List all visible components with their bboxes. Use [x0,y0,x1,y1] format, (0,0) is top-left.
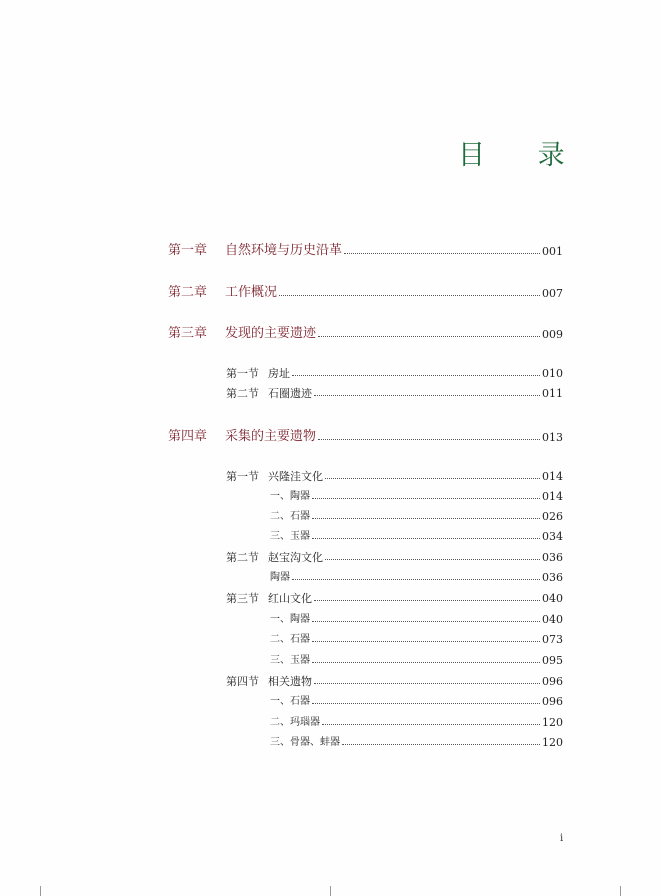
page-number: 011 [542,387,563,400]
chapter-number: 第四章 [168,429,208,444]
section-title: 石圈遗迹 [268,387,312,400]
item-title: 二、玛瑙器 [270,717,320,728]
toc-item[interactable] [270,696,563,707]
section-title: 红山文化 [268,592,312,605]
chapter-title: 采集的主要遗物 [225,429,317,444]
chapter-title: 发现的主要遗迹 [225,326,317,341]
page-number: 096 [542,695,563,708]
page-number: 014 [542,490,563,503]
item-title: 二、石器 [270,634,310,645]
section-number: 第二节 [226,551,259,564]
toc-item[interactable] [270,655,563,666]
dot-leader [314,683,540,684]
toc-chapter-2[interactable] [168,286,563,299]
section-number: 第二节 [226,387,259,400]
dot-leader [318,336,540,337]
toc-item[interactable] [270,531,563,542]
section-title: 相关遗物 [268,675,312,688]
page-number: 010 [542,367,563,380]
folio-page-number: i [560,833,564,844]
page-title: 目 录 [458,140,587,171]
page-number: 120 [542,716,563,729]
dot-leader [312,538,540,539]
dot-leader [312,518,540,519]
toc-item[interactable] [270,737,563,748]
page-number: 007 [542,287,563,300]
toc-section[interactable] [226,552,563,563]
page-number: 001 [542,245,563,258]
section-number: 第三节 [226,592,259,605]
page-number: 120 [542,736,563,749]
toc-section[interactable] [226,676,563,687]
chapter-number: 第一章 [168,243,208,258]
page-number: 026 [542,510,563,523]
page-number: 014 [542,470,563,483]
item-title: 三、玉器 [270,531,310,542]
toc-chapter-3[interactable] [168,327,563,340]
section-number: 第四节 [226,675,259,688]
toc-item[interactable] [270,511,563,522]
dot-leader [314,600,540,601]
item-title: 一、陶器 [270,614,310,625]
crop-mark [40,886,41,896]
dot-leader [312,662,540,663]
dot-leader [312,703,540,704]
dot-leader [292,579,540,580]
toc-section[interactable] [226,368,563,379]
toc-item[interactable] [270,634,563,645]
crop-mark [330,886,331,896]
page-number: 034 [542,530,563,543]
dot-leader [312,621,540,622]
page-number: 096 [542,675,563,688]
chapter-number: 第二章 [168,285,208,300]
chapter-number: 第三章 [168,326,208,341]
dot-leader [312,641,540,642]
section-number: 第一节 [226,367,259,380]
crop-mark [620,886,621,896]
item-title: 一、石器 [270,696,310,707]
page-number: 095 [542,654,563,667]
dot-leader [342,744,540,745]
item-title: 二、石器 [270,511,310,522]
item-title: 三、玉器 [270,655,310,666]
item-title: 陶器 [270,572,290,583]
section-title: 房址 [268,367,290,380]
dot-leader [344,253,540,254]
page-number: 036 [542,571,563,584]
page-number: 040 [542,613,563,626]
dot-leader [292,375,540,376]
page-number: 013 [542,431,563,444]
dot-leader [279,295,540,296]
toc-item[interactable] [270,572,563,583]
page-number: 040 [542,592,563,605]
dot-leader [322,724,540,725]
chapter-title: 自然环境与历史沿革 [225,243,343,258]
page-number: 036 [542,551,563,564]
dot-leader [314,395,540,396]
toc-section[interactable] [226,471,563,482]
toc-item[interactable] [270,491,563,502]
dot-leader [312,498,540,499]
dot-leader [325,478,540,479]
section-number: 第一节 [226,470,259,483]
toc-chapter-4[interactable] [168,430,563,443]
page-number: 009 [542,328,563,341]
toc-section[interactable] [226,593,563,604]
item-title: 三、骨器、蚌器 [270,737,340,748]
toc-item[interactable] [270,717,563,728]
section-title: 赵宝沟文化 [268,551,323,564]
item-title: 一、陶器 [270,491,310,502]
section-title: 兴隆洼文化 [268,470,323,483]
dot-leader [325,559,540,560]
toc-item[interactable] [270,614,563,625]
toc-section[interactable] [226,388,563,399]
page-number: 073 [542,633,563,646]
chapter-title: 工作概况 [225,285,278,300]
toc-chapter-1[interactable] [168,244,563,257]
dot-leader [318,439,540,440]
